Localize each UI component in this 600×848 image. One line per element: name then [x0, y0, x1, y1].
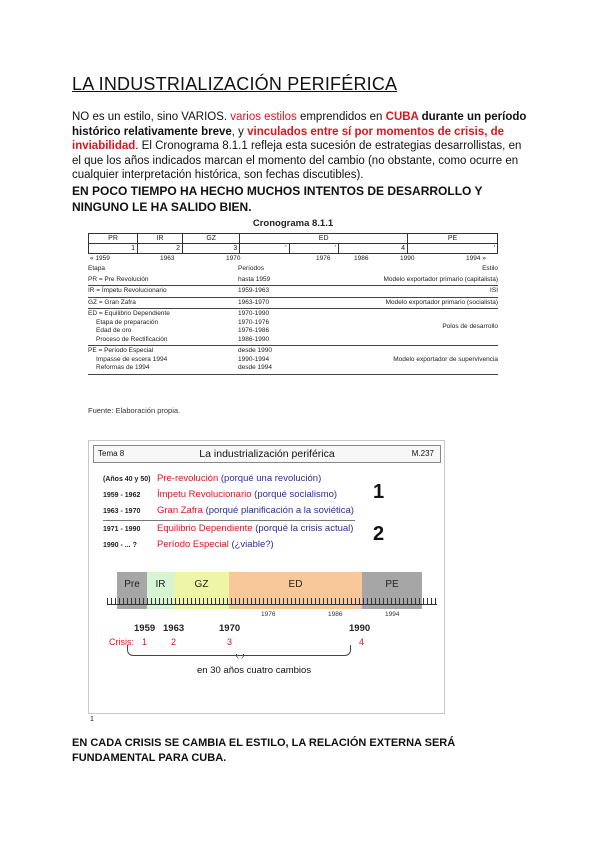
slide-title: La industrialización periférica	[199, 448, 335, 460]
source-note: Fuente: Elaboración propia.	[88, 406, 181, 415]
stage-line: (Años 40 y 50) Pre-revolución (porqué una revolución)	[103, 473, 322, 484]
phase-cell: PR	[89, 234, 138, 244]
year-label: 1990	[349, 623, 371, 634]
phase-table: PR IR GZ ED PE 1 2 3 ' ' 4 '	[88, 233, 498, 254]
periodo-cell: desde 1990 1990-1994 desde 1994	[238, 347, 272, 371]
year-label: 1994 »	[466, 255, 486, 262]
crisis-number: 4	[359, 637, 365, 647]
bar-ed: ED	[229, 572, 362, 609]
estilo-cell: Modelo exportador primario (capitalista)	[383, 275, 498, 283]
header-periodos: Períodos	[238, 265, 265, 272]
stage-line: 1971 - 1990 Equilibrio Dependiente (porqué la crisis actual)	[103, 523, 354, 534]
year-label: 1970	[226, 255, 241, 262]
phase-cell: PE	[408, 234, 498, 244]
brace-caption: en 30 años cuatro cambios	[197, 665, 312, 676]
crisis-number: 3	[227, 637, 233, 647]
bar-pe: PE	[362, 572, 422, 609]
crisis-num-cell: 2	[138, 244, 183, 254]
intro-text-7: vinculados entre sí por momentos de crisis, de inviabilidad	[72, 125, 505, 152]
cronograma-figure	[88, 218, 498, 375]
intro-text-6: , y	[231, 125, 248, 138]
crisis-num-cell: 4	[338, 244, 407, 254]
slide-tema: Tema 8	[98, 449, 125, 458]
year-label: 1990	[400, 255, 415, 262]
intro-text-cuba: CUBA	[385, 111, 419, 123]
stage-line: 1990 - ... ? Período Especial (¿viable?)	[103, 539, 274, 550]
timeline-axis	[107, 604, 437, 605]
etapa-cell: PE = Período Especial Impasse de escera 1994 Reformas de 1994	[88, 347, 168, 371]
small-year: 1986	[328, 611, 343, 618]
etapa-cell: GZ = Gran Zafra	[88, 298, 136, 306]
crisis-num-cell: 3	[183, 244, 240, 254]
small-year: 1976	[261, 611, 276, 618]
year-label: 1976	[316, 255, 331, 262]
stage-line: 1959 - 1962 Ímpetu Revolucionario (porqué socialismo)	[103, 489, 338, 500]
periodo-cell: 1963-1970	[238, 298, 270, 306]
crisis-number: 2	[171, 637, 177, 647]
conclusion-heading: EN CADA CRISIS SE CAMBIA EL ESTILO, LA RELACIÓN EXTERNA SERÁ FUNDAMENTAL PARA CUBA.	[72, 737, 456, 764]
separator	[103, 520, 355, 521]
intro-text-1: NO es un estilo, sino VARIOS.	[72, 111, 231, 123]
group-number-1: 1	[373, 481, 385, 503]
etapa-cell: IR = Ímpetu Revolucionario	[88, 287, 167, 294]
slide-header	[93, 445, 441, 463]
bar-gz: GZ	[174, 572, 229, 609]
periodo-cell: hasta 1959	[238, 275, 271, 283]
brace-tip	[236, 654, 244, 659]
phase-cell: IR	[138, 234, 183, 244]
intro-text-8: . El Cronograma 8.1.1 refleja esta sucesión de estrategias desarrollistas, en el que los años indicados marcan el momento del cambio (no obstante, como ocurre en cualquier interpretación histórica, son fechas discutibles).	[72, 140, 522, 181]
group-number-2: 2	[373, 523, 385, 545]
year-label: 1959	[134, 623, 156, 634]
etapa-cell: PR = Pre Revolución	[88, 275, 149, 283]
summary-heading: EN POCO TIEMPO HA HECHO MUCHOS INTENTOS DE DESARROLLO Y NINGUNO LE HA SALIDO BIEN.	[72, 184, 483, 214]
intro-text-2: varios estilos	[230, 111, 297, 123]
table-row	[88, 298, 498, 310]
year-label: 1963	[163, 623, 185, 634]
periodo-cell: 1959-1963	[238, 287, 270, 294]
slide-number: M.237	[411, 449, 434, 458]
phase-cell: GZ	[183, 234, 240, 244]
stage-line: 1963 - 1970 Gran Zafra (porqué planificación a la soviética)	[103, 505, 354, 516]
estilo-cell: Polos de desarrollo	[442, 322, 498, 330]
intro-text-5: durante un período histórico relativamente breve	[72, 111, 527, 138]
year-label: 1970	[219, 623, 241, 634]
crisis-num-cell: 1	[89, 244, 138, 254]
year-label: 1963	[160, 255, 175, 262]
table-row-pe	[88, 346, 498, 375]
estilo-cell: Modelo exportador primario (socialista)	[385, 298, 498, 306]
table-row	[88, 275, 498, 287]
footnote-marker: 1	[90, 716, 94, 723]
estilo-cell: Modelo exportador de supervivencia	[393, 355, 498, 363]
bar-pre: Pre	[117, 572, 147, 609]
table-row	[88, 286, 498, 298]
etapa-cell: ED = Equilibrio Dependiente Etapa de preparación Edad de oro Proceso de Rectificación	[88, 310, 170, 343]
small-year: 1994	[385, 611, 400, 618]
estilo-cell: ISI	[490, 287, 498, 294]
page-title: LA INDUSTRIALIZACIÓN PERIFÉRICA	[72, 74, 398, 94]
intro-paragraph	[72, 110, 532, 183]
crisis-label: Crisis:	[109, 637, 134, 647]
cronograma-title: Cronograma 8.1.1	[252, 218, 334, 229]
phase-cell: ED	[240, 234, 408, 244]
header-estilo: Estilo	[482, 265, 498, 272]
year-label: « 1959	[90, 255, 110, 262]
intro-text-3: emprendidos en	[296, 111, 386, 123]
bar-ir: IR	[147, 572, 174, 609]
slide-figure	[88, 440, 445, 714]
header-etapa: Etapa	[88, 265, 105, 272]
year-label: 1986	[354, 255, 369, 262]
year-axis	[88, 254, 498, 264]
table-row-ed	[88, 309, 498, 346]
crisis-number: 1	[142, 637, 148, 647]
periodo-cell: 1970-1990 1970-1976 1976-1986 1986-1990	[238, 310, 270, 343]
table-header-row	[88, 264, 498, 275]
